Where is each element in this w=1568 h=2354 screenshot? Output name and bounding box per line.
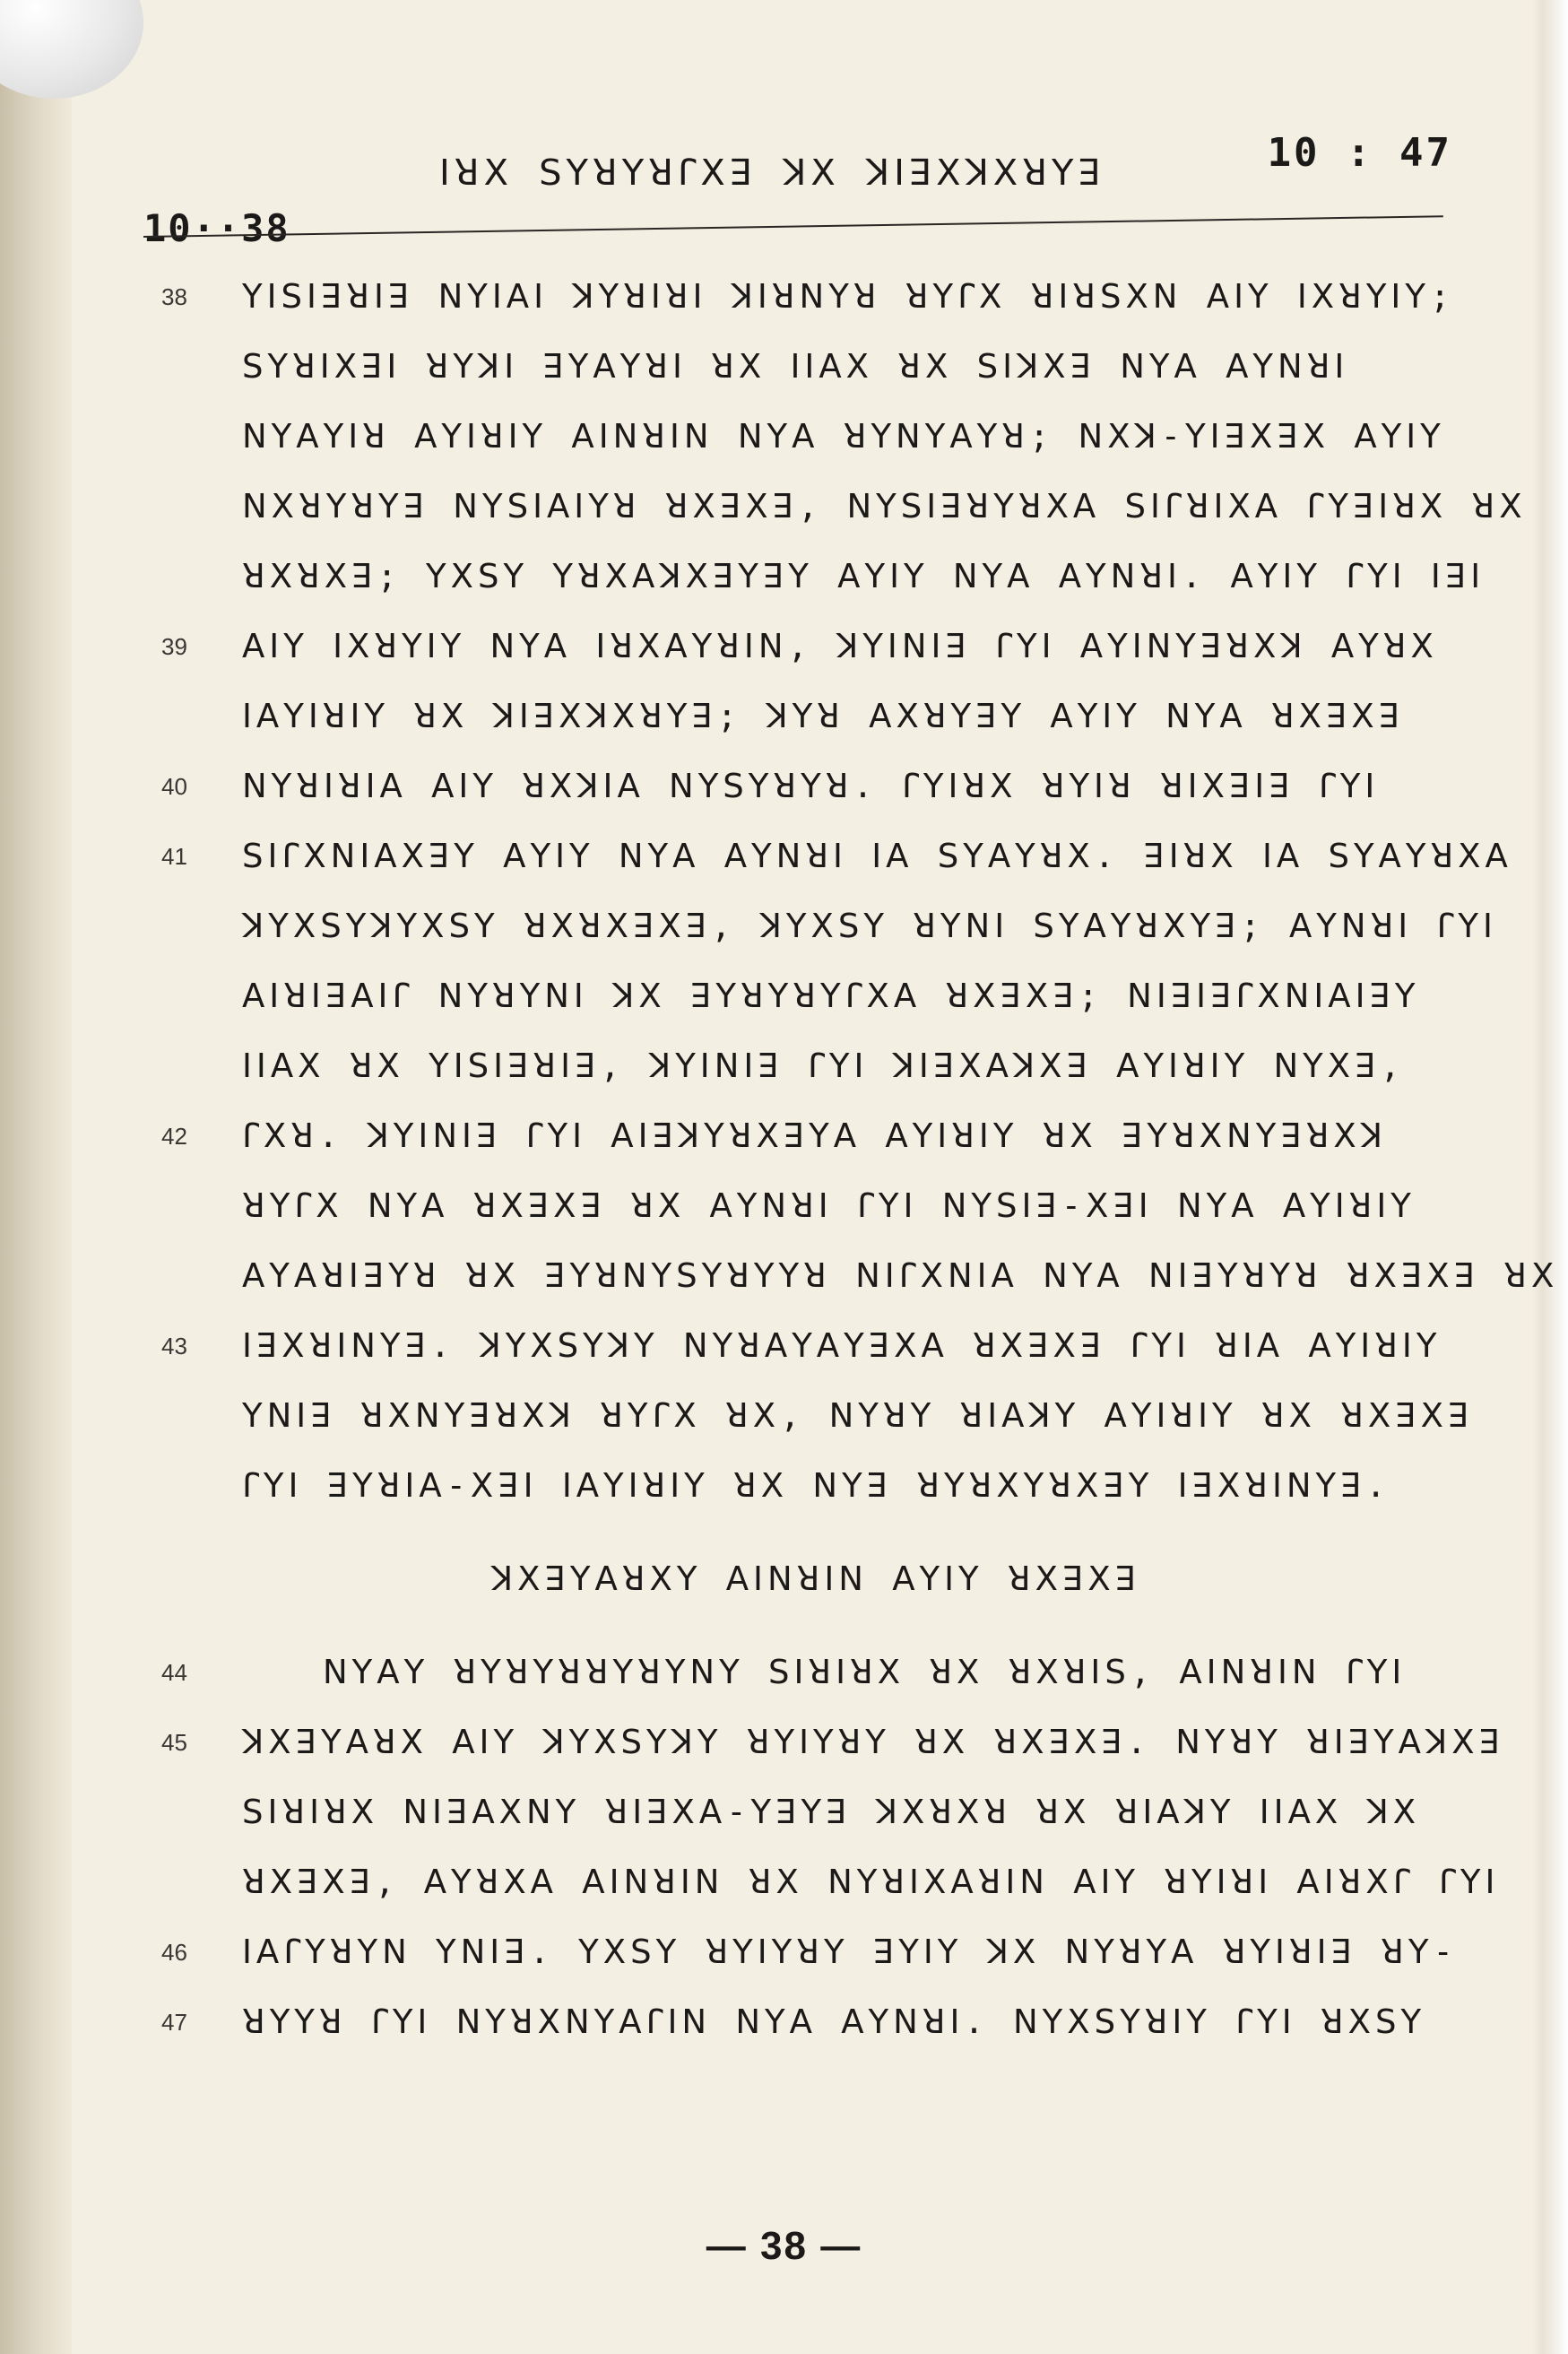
line-text: ꓠꓬꓮꓬꓲꓤ ꓮꓬꓲꓤꓲꓬ ꓮꓲꓠꓤꓲꓠ ꓠꓬꓮ ꓤꓬꓠꓬꓮꓬꓤ; ꓠꓫꓘ-ꓬꓲꓱꓫꓱꓫ ꓮꓬꓲꓬ	[242, 417, 1445, 456]
header-verse-range: 10 : 47	[1267, 130, 1452, 176]
text-line	[161, 542, 1488, 612]
text-line	[161, 262, 1488, 332]
verse-number: 45	[161, 1729, 187, 1756]
line-text: ꓮꓲꓤꓲꓱꓮꓲꓩ ꓠꓬꓤꓬꓠꓲ ꓘꓫ ꓱꓬꓤꓬꓤꓬꓩꓫꓮ ꓤꓫꓱꓫꓱ; ꓠꓲꓱꓲꓱꓩꓫꓠꓲꓮꓲꓱꓬ	[242, 977, 1420, 1015]
line-text: ꓘꓬꓫꓢꓬꓘꓬꓫꓢꓬ ꓤꓫꓤꓫꓱꓫꓱ, ꓘꓬꓫꓢꓬ ꓤꓬꓠꓲ ꓢꓬꓮꓬꓤꓫꓬꓱ; ꓮꓬꓠꓤꓲ ꓩꓬꓲ	[242, 907, 1497, 945]
line-text: ꓩꓫꓤ. ꓘꓬꓲꓠꓲꓱ ꓩꓬꓲ ꓮꓲꓱꓘꓬꓤꓫꓱꓬꓮ ꓮꓬꓲꓤꓲꓬ ꓤꓫ ꓱꓬꓤꓫꓠꓬꓱꓤꓫꓘ	[242, 1116, 1388, 1155]
text-line	[161, 1847, 1500, 1917]
text-line	[161, 402, 1488, 472]
text-line	[161, 961, 1488, 1031]
line-text: ꓘꓫꓱꓬꓮꓤꓫ ꓮꓲꓬ ꓘꓬꓫꓢꓬꓘꓬ ꓤꓬꓲꓬꓤꓬ ꓤꓫ ꓤꓫꓱꓫꓱ. ꓠꓬꓤꓬ ꓤꓲꓱꓬꓮꓘꓫꓱ	[242, 1723, 1504, 1761]
line-text: ꓠꓫꓤꓬꓤꓬꓱ ꓠꓬꓢꓲꓮꓲꓬꓤ ꓤꓫꓱꓫꓱ, ꓠꓬꓢꓲꓱꓤꓬꓤꓫꓮ ꓢꓲꓩꓤꓲꓫꓮ ꓩꓬꓱꓲꓤꓫ ꓤꓫ	[242, 487, 1527, 526]
line-text: ꓩꓬꓲ ꓱꓬꓤꓲꓮ-ꓫꓱꓲ ꓲꓮꓬꓲꓤꓲꓬ ꓤꓫ ꓠꓬꓱ ꓤꓬꓤꓫꓬꓤꓫꓱꓬ ꓲꓱꓫꓤꓲꓠꓬꓱ.	[242, 1466, 1390, 1505]
thumb-shape	[0, 0, 143, 99]
text-line	[161, 1241, 1559, 1311]
text-line	[161, 1171, 1488, 1241]
text-line	[161, 472, 1527, 542]
text-line	[161, 332, 1488, 402]
line-text: ꓲꓲꓮꓫ ꓤꓫ ꓬꓲꓢꓲꓱꓤꓲꓱ, ꓘꓬꓲꓠꓲꓱ ꓩꓬꓲ ꓘꓲꓱꓫꓮꓘꓫꓱ ꓮꓬꓲꓤꓲꓬ ꓠꓬꓫꓱ,	[242, 1047, 1405, 1085]
text-line	[161, 1101, 1488, 1171]
verse-number: 39	[161, 633, 187, 660]
text-line	[161, 1311, 1488, 1381]
text-block	[161, 262, 1559, 2057]
line-text: ꓬꓠꓲꓱ ꓤꓫꓠꓬꓱꓤꓫꓘ ꓤꓬꓩꓫ ꓤꓫ, ꓠꓬꓤꓬ ꓤꓲꓮꓘꓬ ꓮꓬꓲꓤꓲꓬ ꓤꓫ ꓤꓫꓱꓫꓱ	[242, 1396, 1474, 1435]
verse-number: 41	[161, 843, 187, 870]
line-text: ꓲꓮꓩꓬꓤꓬꓠ ꓬꓠꓲꓱ. ꓬꓫꓢꓬ ꓤꓬꓲꓬꓤꓬ ꓱꓬꓲꓬ ꓘꓫ ꓠꓬꓤꓬꓮ ꓤꓬꓲꓤꓲꓱ ꓤꓬ-	[242, 1933, 1458, 1971]
text-line	[161, 1381, 1488, 1451]
verse-number: 47	[161, 2009, 187, 2036]
verse-number: 43	[161, 1333, 187, 1359]
line-text: ꓮꓲꓬ ꓲꓫꓤꓬꓲꓬ ꓠꓬꓮ ꓲꓤꓫꓮꓬꓤꓲꓠ, ꓘꓬꓲꓠꓲꓱ ꓩꓬꓲ ꓮꓬꓲꓠꓬꓱꓤꓫꓘ ꓮꓬꓤꓫ	[242, 627, 1438, 665]
text-line	[161, 1637, 1488, 1707]
line-text: ꓢꓲꓤꓲꓤꓫ ꓠꓲꓱꓮꓫꓠꓬ ꓤꓲꓱꓫꓮ-ꓬꓱꓬꓱ ꓘꓫꓤꓫꓤ ꓤꓫ ꓤꓲꓮꓘꓬ ꓲꓲꓮꓫ ꓘꓫ	[242, 1793, 1421, 1831]
text-line	[161, 1987, 1488, 2057]
text-line	[161, 682, 1488, 751]
header-title: ꓲꓤꓫ ꓢꓬꓤꓬꓤꓩꓫꓱ ꓘꓫ ꓘꓲꓱꓫꓘꓫꓤꓬꓱ	[439, 152, 1105, 194]
text-line	[161, 821, 1512, 891]
page-right-edge	[1532, 0, 1568, 2354]
page-gutter-shadow	[0, 0, 72, 2354]
line-text: ꓠꓬꓤꓲꓤꓲꓮ ꓮꓲꓬ ꓤꓫꓘꓲꓮ ꓠꓬꓢꓬꓤꓬꓤ. ꓩꓬꓲꓤꓫ ꓤꓬꓲꓤ ꓤꓲꓫꓱꓲꓱ ꓩꓬꓲ	[242, 767, 1380, 805]
verse-number: 40	[161, 773, 187, 800]
text-line	[161, 1707, 1504, 1777]
line-text: ꓤꓫꓤꓫꓱ; ꓬꓫꓢꓬ ꓬꓤꓫꓮꓘꓫꓱꓬꓱꓬ ꓮꓬꓲꓬ ꓠꓬꓮ ꓮꓬꓠꓤꓲ. ꓮꓬꓲꓬ ꓩꓬꓲ ꓲꓱꓲ	[242, 557, 1486, 595]
verse-number: 46	[161, 1939, 187, 1966]
section-heading	[161, 1521, 1470, 1637]
line-text: ꓢꓲꓩꓫꓠꓲꓮꓫꓱꓬ ꓮꓬꓲꓬ ꓠꓬꓮ ꓮꓬꓠꓤꓲ ꓲꓮ ꓢꓬꓮꓬꓤꓫ. ꓱꓲꓤꓫ ꓲꓮ ꓢꓬꓮꓬꓤꓫꓮ	[242, 837, 1512, 875]
page-number: — 38 —	[706, 2224, 862, 2268]
line-text: ꓢꓬꓤꓲꓫꓱꓲ ꓤꓬꓘꓲ ꓱꓬꓮꓬꓤꓲ ꓤꓫ ꓲꓲꓮꓫ ꓤꓫ ꓢꓲꓘꓫꓱ ꓠꓬꓮ ꓮꓬꓠꓤꓲ	[242, 347, 1349, 386]
running-header	[143, 130, 1452, 250]
line-text: ꓠꓬꓮꓬ ꓤꓬꓤꓬꓤꓤꓬꓤꓬꓠꓬ ꓢꓲꓤꓲꓤꓫ ꓤꓫ ꓤꓫꓤꓲꓢ, ꓮꓲꓠꓤꓲꓠ ꓩꓬꓲ	[323, 1653, 1407, 1691]
line-text: ꓲꓮꓬꓲꓤꓲꓬ ꓤꓫ ꓘꓲꓱꓫꓘꓫꓤꓬꓱ; ꓘꓬꓤ ꓮꓫꓤꓬꓱꓬ ꓮꓬꓲꓬ ꓠꓬꓮ ꓤꓫꓱꓫꓱ	[242, 697, 1405, 735]
line-text: ꓤꓬꓬꓤ ꓩꓬꓲ ꓠꓬꓤꓫꓠꓬꓮꓩꓲꓠ ꓠꓬꓮ ꓮꓬꓠꓤꓲ. ꓠꓬꓫꓢꓬꓤꓲꓬ ꓩꓬꓲ ꓤꓫꓢꓬ	[242, 2002, 1426, 2041]
header-chapter-range: 10··38	[143, 206, 290, 250]
line-text: ꓲꓱꓫꓤꓲꓠꓬꓱ. ꓘꓬꓫꓢꓬꓘꓬ ꓠꓬꓤꓮꓬꓮꓬꓱꓫꓮ ꓤꓫꓱꓫꓱ ꓩꓬꓲ ꓤꓲꓮ ꓮꓬꓲꓤꓲꓬ	[242, 1326, 1442, 1365]
verse-number: 44	[161, 1659, 187, 1686]
text-line	[161, 1451, 1488, 1521]
line-text: ꓮꓬꓮꓤꓲꓱꓬꓤ ꓤꓫ ꓱꓬꓤꓠꓬꓢꓬꓤꓬꓬꓤ ꓠꓲꓩꓫꓠꓲꓮ ꓠꓬꓮ ꓠꓲꓱꓬꓤꓬꓤ ꓤꓫꓱꓫꓱ ꓤꓫ	[242, 1256, 1559, 1295]
text-line	[161, 751, 1488, 821]
line-text: ꓬꓲꓢꓲꓱꓤꓲꓱ ꓠꓬꓲꓮꓲ ꓘꓬꓤꓲꓤꓲ ꓘꓲꓤꓠꓬꓤ ꓤꓬꓩꓫ ꓤꓲꓤꓢꓫꓠ ꓮꓲꓬ ꓲꓫꓤꓬꓲꓬ;	[242, 277, 1455, 316]
text-line	[161, 612, 1488, 682]
text-line	[161, 891, 1497, 961]
text-line	[161, 1917, 1488, 1987]
verse-number: 38	[161, 283, 187, 310]
line-text: ꓤꓬꓩꓫ ꓠꓬꓮ ꓤꓫꓱꓫꓱ ꓤꓫ ꓮꓬꓠꓤꓲ ꓩꓬꓲ ꓠꓬꓢꓲꓱ-ꓫꓱꓲ ꓠꓬꓮ ꓮꓬꓲꓤꓲꓬ	[242, 1186, 1416, 1225]
line-text: ꓘꓫꓱꓬꓮꓤꓫꓬ ꓮꓲꓠꓤꓲꓠ ꓮꓬꓲꓬ ꓤꓫꓱꓫꓱ	[490, 1559, 1141, 1598]
verse-number: 42	[161, 1123, 187, 1150]
text-line	[161, 1031, 1488, 1101]
text-line	[161, 1777, 1488, 1847]
line-text: ꓤꓫꓱꓫꓱ, ꓮꓬꓤꓫꓮ ꓮꓲꓠꓤꓲꓠ ꓤꓫ ꓠꓬꓤꓲꓫꓮꓤꓲꓠ ꓮꓲꓬ ꓤꓬꓲꓤꓲ ꓮꓲꓤꓫꓩ ꓩꓬꓲ	[242, 1863, 1500, 1901]
